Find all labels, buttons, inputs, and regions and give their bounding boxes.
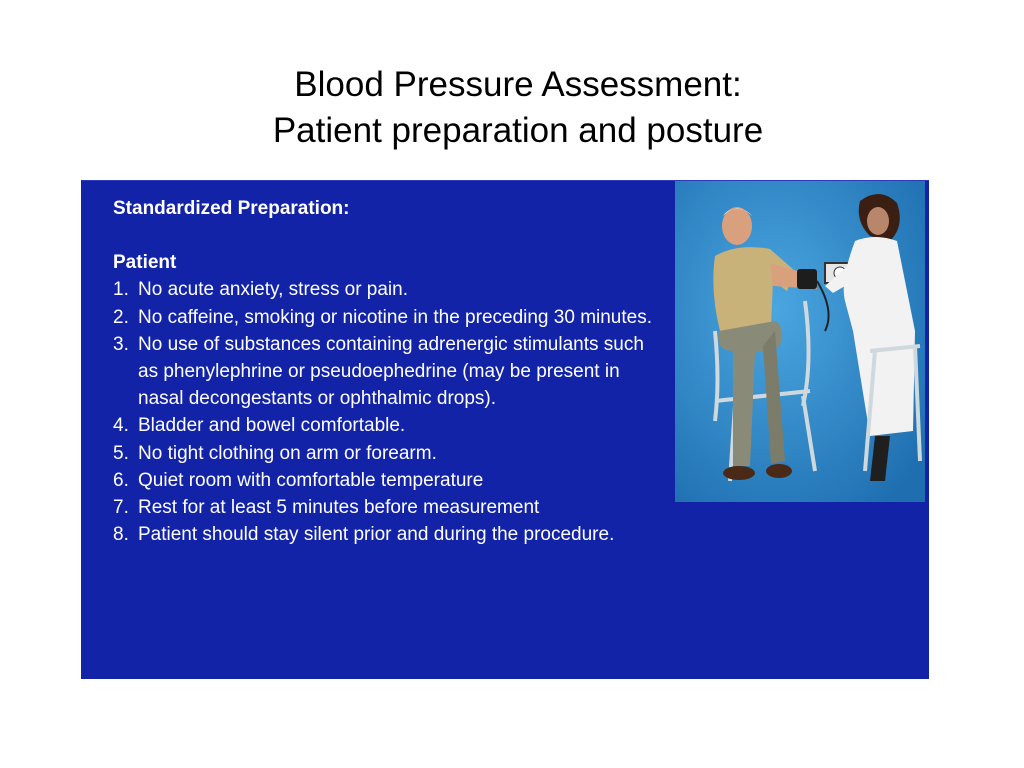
- list-item-number: 3.: [113, 333, 129, 355]
- list-item: [113, 467, 653, 494]
- list-item: [113, 304, 653, 331]
- list-item-text: Rest for at least 5 minutes before measurement: [138, 497, 540, 519]
- title-line-2: Patient preparation and posture: [272, 111, 764, 150]
- list-item-text: Quiet room with comfortable temperature: [138, 469, 484, 491]
- list-item-number: 7.: [113, 497, 129, 519]
- list-item-number: 2.: [113, 306, 129, 328]
- list-item-text: No tight clothing on arm or forearm.: [138, 442, 437, 464]
- slide-title: [0, 62, 1024, 154]
- preparation-list: [113, 276, 653, 548]
- list-item-text: No acute anxiety, stress or pain.: [138, 279, 408, 301]
- list-item-number: 1.: [113, 279, 129, 301]
- list-item-text: No caffeine, smoking or nicotine in the preceding 30 minutes.: [138, 306, 653, 328]
- list-item-text: Patient should stay silent prior and during the procedure.: [138, 524, 615, 546]
- spacer: [113, 222, 653, 249]
- preparation-text: [113, 195, 653, 548]
- list-item-number: 8.: [113, 524, 129, 546]
- panel-heading: Standardized Preparation:: [113, 198, 350, 219]
- patient-photo: [675, 181, 925, 502]
- list-item: [113, 440, 653, 467]
- panel-subheading: Patient: [113, 252, 177, 274]
- list-item-text: Bladder and bowel comfortable.: [138, 415, 406, 437]
- list-item: [113, 412, 653, 439]
- content-panel: [81, 180, 929, 679]
- list-item: [113, 494, 653, 521]
- list-item-number: 5.: [113, 442, 129, 464]
- title-line-1: Blood Pressure Assessment:: [294, 65, 742, 104]
- list-item-text: No use of substances containing adrenergic stimulants such as phenylephrine or pseudoephedrine (may be present in nasal decongestants or ophthalmic drops).: [138, 333, 644, 410]
- list-item: [113, 276, 653, 303]
- list-item-number: 4.: [113, 415, 129, 437]
- list-item: [113, 331, 653, 413]
- list-item: [113, 521, 653, 548]
- list-item-number: 6.: [113, 469, 129, 491]
